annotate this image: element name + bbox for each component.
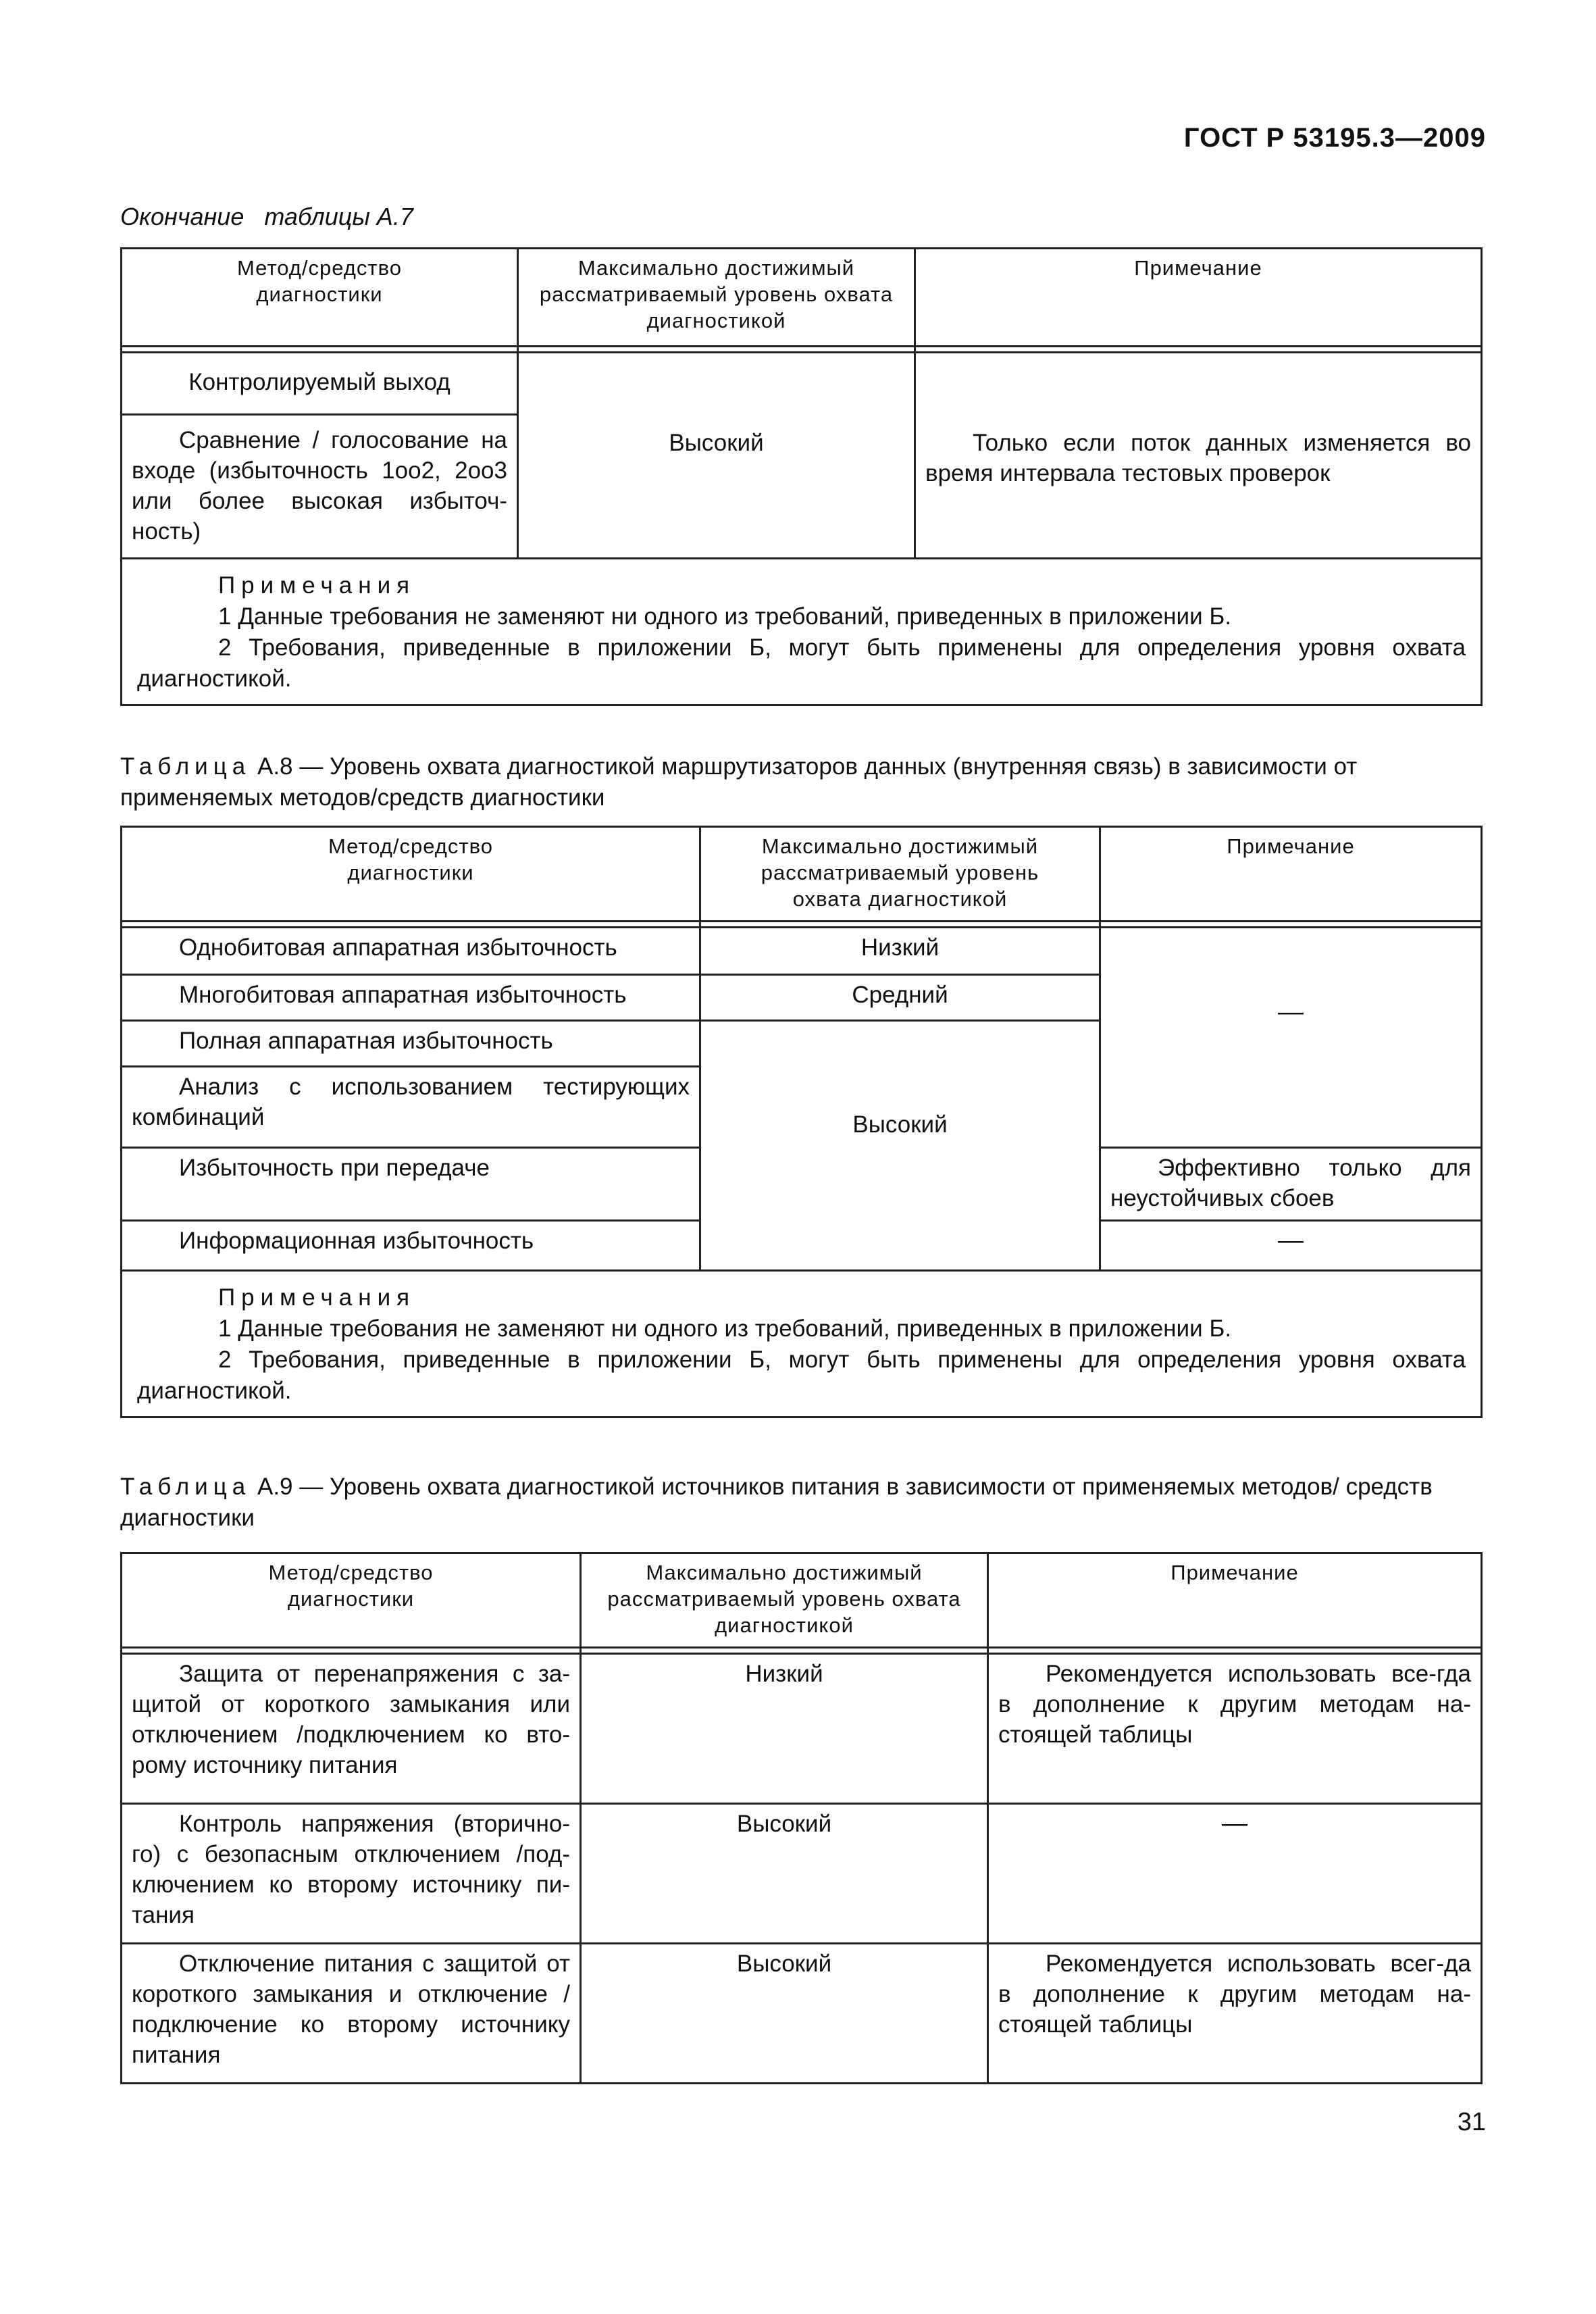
note-cell: Рекомендуется использовать все-гда в дополнение к другим методам на-стоящей таблицы [988,1654,1482,1804]
table-row-method: Контролируемый выход [122,353,518,415]
note-item: 2 Требования, приведенные в приложении Б, могут быть применены для определения уровня охвата диагностикой. [137,1347,1466,1404]
table-a7-caption: Окончание таблицы А.7 [120,203,413,230]
note-item: 1 Данные требования не заменяют ни одного из требований, приведенных в приложении Б. [218,603,1232,630]
table-row-method: Сравнение / голосование на входе (избыточность 1оо2, 2оо3 или более высокая избыточ-ность) [122,415,518,559]
note-item: 2 Требования, приведенные в приложении Б, могут быть применены для определения уровня охвата диагностикой. [137,634,1466,692]
table-row-method: Избыточность при передаче [122,1148,700,1221]
level-cell: Низкий [700,928,1100,975]
caption-text: А.8 — Уровень охвата диагностикой маршрутизаторов данных (внутренняя связь) в зависимости от применяемых методов/средств диагностики [120,753,1358,811]
standard-code: ГОСТ Р 53195.3—2009 [1183,123,1486,153]
col-header-method: Метод/средство диагностики [122,249,518,347]
col-header-level: Максимально достижимый рассматриваемый уровень охвата диагностикой [700,827,1100,922]
note-dash: — [1100,928,1482,1148]
note-item: 1 Данные требования не заменяют ни одного из требований, приведенных в приложении Б. [218,1315,1232,1342]
page-number: 31 [1457,2108,1486,2136]
table-row-method: Многобитовая аппаратная избыточность [122,975,700,1021]
notes-title: Примечания [218,572,416,599]
table-row-method: Защита от перенапряжения с за-щитой от короткого замыкания или отключением /подключением ко вто-рому источнику питания [122,1654,581,1804]
col-header-note: Примечание [1100,827,1482,922]
col-header-method: Метод/средство диагностики [122,827,700,922]
col-header-level: Максимально достижимый рассматриваемый уровень охвата диагностикой [581,1553,988,1648]
table-a8 [120,826,1483,1418]
note-dash: — [988,1804,1482,1944]
table-a7 [120,247,1483,706]
col-header-note: Примечание [915,249,1482,347]
level-cell: Высокий [581,1944,988,2084]
col-header-note: Примечание [988,1553,1482,1648]
note-cell: Эффективно только для неустойчивых сбоев [1100,1148,1482,1221]
note-cell: Рекомендуется использовать всег-да в дополнение к другим методам на-стоящей таблицы [988,1944,1482,2084]
table-a8-caption [120,751,1481,813]
col-header-level: Максимально достижимый рассматриваемый уровень охвата диагностикой [518,249,915,347]
level-cell: Высокий [700,1021,1100,1271]
table-a7-notes [122,559,1482,705]
col-header-method: Метод/средство диагностики [122,1553,581,1648]
table-row-method: Контроль напряжения (вторично-го) с безопасным отключением /под-ключением ко второму источнику пи-тания [122,1804,581,1944]
table-a9 [120,1552,1483,2084]
notes-title: Примечания [218,1284,416,1311]
level-cell: Средний [700,975,1100,1021]
table-row-method: Информационная избыточность [122,1221,700,1271]
note-cell: Только если поток данных изменяется во время интервала тестовых проверок [915,353,1482,559]
level-cell: Низкий [581,1654,988,1804]
table-row-method: Анализ с использованием тестирующих комбинаций [122,1067,700,1148]
level-cell: Высокий [518,353,915,559]
table-row-method: Полная аппаратная избыточность [122,1021,700,1067]
caption-text: А.9 — Уровень охвата диагностикой источников питания в зависимости от применяемых методов/ средств диагностики [120,1474,1433,1531]
table-row-method: Отключение питания с защитой от короткого замыкания и отключение / подключение ко второму источнику питания [122,1944,581,2084]
caption-prefix: Таблица [120,1474,251,1500]
table-a8-notes [122,1271,1482,1417]
table-a9-caption [120,1472,1481,1534]
caption-prefix: Таблица [120,753,251,780]
level-cell: Высокий [581,1804,988,1944]
note-dash: — [1100,1221,1482,1271]
table-row-method: Однобитовая аппаратная избыточность [122,928,700,975]
